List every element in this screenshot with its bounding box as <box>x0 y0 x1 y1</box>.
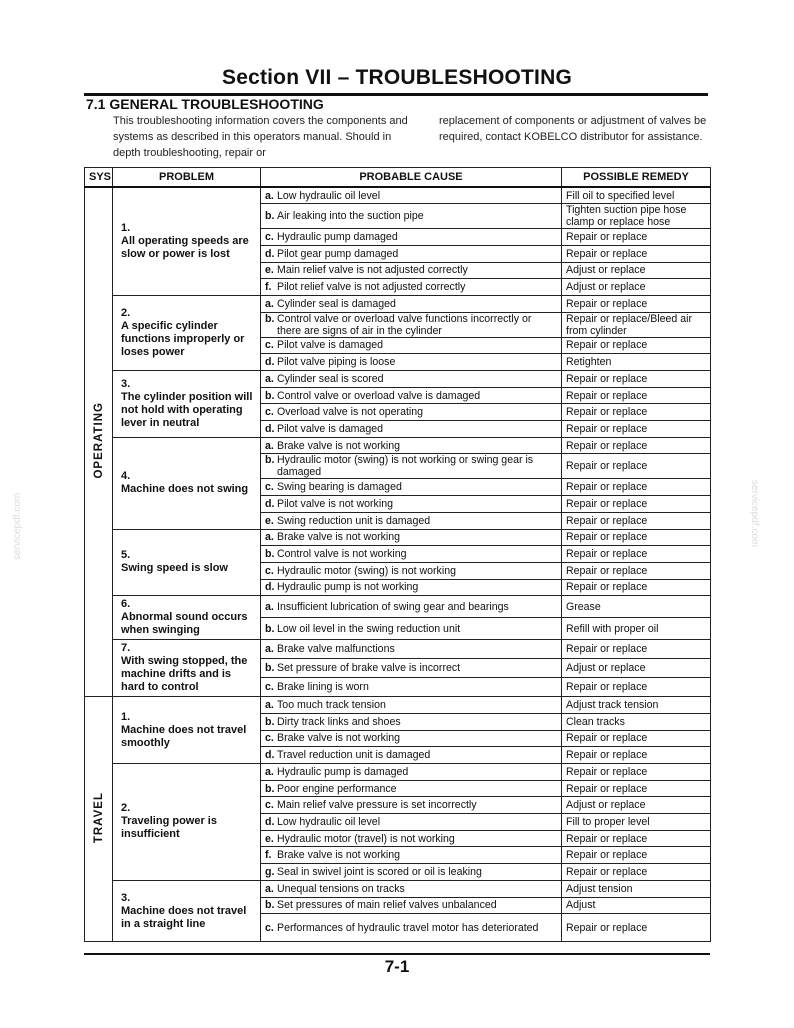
cause-text: Overload valve is not operating <box>277 406 424 419</box>
cause-letter: c. <box>265 681 274 694</box>
cause-letter: c. <box>265 481 274 494</box>
cause-cell <box>261 512 562 529</box>
remedy-cell: Fill oil to specified level <box>562 187 711 204</box>
problem-cell <box>113 295 261 370</box>
table-row <box>85 295 711 312</box>
system-cell <box>85 187 113 697</box>
remedy-cell: Repair or replace <box>562 562 711 579</box>
cause-letter: a. <box>265 189 274 202</box>
cause-letter: a. <box>265 600 274 613</box>
cause-cell <box>261 421 562 438</box>
cause-letter: b. <box>265 899 275 912</box>
remedy-cell: Repair or replace <box>562 579 711 596</box>
cause-text: Cylinder seal is damaged <box>277 297 396 310</box>
cause-letter: d. <box>265 581 275 594</box>
cause-text: Insufficient lubrication of swing gear and bearings <box>277 600 509 613</box>
table-header-row <box>85 168 711 188</box>
cause-text: Performances of hydraulic travel motor has deteriorated <box>277 921 539 934</box>
cause-cell <box>261 262 562 279</box>
cause-text: Travel reduction unit is damaged <box>277 749 431 762</box>
cause-text: Hydraulic motor (swing) is not working or swing gear is damaged <box>277 454 534 479</box>
remedy-cell: Repair or replace <box>562 295 711 312</box>
cause-letter: g. <box>265 865 275 878</box>
remedy-cell: Repair or replace <box>562 245 711 262</box>
remedy-cell: Repair or replace <box>562 830 711 847</box>
remedy-cell: Repair or replace <box>562 479 711 496</box>
remedy-cell: Repair or replace <box>562 678 711 697</box>
cause-letter: c. <box>265 231 274 244</box>
cause-cell <box>261 797 562 814</box>
cause-cell <box>261 596 562 618</box>
problem-cell <box>113 697 261 764</box>
cause-letter: d. <box>265 815 275 828</box>
system-label: TRAVEL <box>92 792 105 844</box>
cause-cell <box>261 496 562 513</box>
remedy-cell: Repair or replace/Bleed air from cylinder <box>562 312 711 337</box>
table-row <box>85 437 711 454</box>
problem-text: Machine does not travel in a straight line <box>121 904 247 930</box>
cause-text: Pilot valve is damaged <box>277 339 383 352</box>
intro-text-right: replacement of components or adjustment of valves be required, contact KOBELCO distributor for assistance. <box>439 115 707 143</box>
header-problem: PROBLEM <box>113 168 261 188</box>
cause-cell <box>261 529 562 546</box>
remedy-cell: Grease <box>562 596 711 618</box>
cause-cell <box>261 897 562 914</box>
problem-text: The cylinder position will not hold with operating lever in neutral <box>121 390 253 429</box>
cause-text: Cylinder seal is scored <box>277 372 384 385</box>
cause-text: Seal in swivel joint is scored or oil is leaking <box>277 865 482 878</box>
cause-cell <box>261 747 562 764</box>
cause-cell <box>261 678 562 697</box>
header-remedy: POSSIBLE REMEDY <box>562 168 711 188</box>
cause-text: Brake valve malfunctions <box>277 643 395 656</box>
cause-text: Pilot relief valve is not adjusted correctly <box>277 281 466 294</box>
cause-text: Pilot valve piping is loose <box>277 356 396 369</box>
remedy-cell: Repair or replace <box>562 864 711 881</box>
problem-text: Traveling power is insufficient <box>121 815 217 841</box>
table-row <box>85 880 711 897</box>
bottom-rule <box>84 953 710 955</box>
cause-cell <box>261 713 562 730</box>
cause-cell <box>261 730 562 747</box>
cause-cell <box>261 371 562 388</box>
cause-cell <box>261 847 562 864</box>
intro-text-left: This troubleshooting information covers the components and systems as described in this operators manual. Should in depth troubleshooting, repair or <box>113 115 408 159</box>
remedy-cell: Adjust tension <box>562 880 711 897</box>
cause-letter: a. <box>265 765 274 778</box>
cause-letter: e. <box>265 264 274 277</box>
cause-text: Low hydraulic oil level <box>277 189 381 202</box>
section-subheading: 7.1 GENERAL TROUBLESHOOTING <box>86 96 324 112</box>
problem-number: 2. <box>121 306 131 319</box>
cause-cell <box>261 312 562 337</box>
remedy-cell: Fill to proper level <box>562 814 711 831</box>
remedy-cell: Adjust or replace <box>562 262 711 279</box>
cause-cell <box>261 437 562 454</box>
cause-text: Too much track tension <box>277 699 386 712</box>
cause-cell <box>261 279 562 296</box>
cause-text: Set pressure of brake valve is incorrect <box>277 662 461 675</box>
cause-letter: b. <box>265 454 275 467</box>
cause-letter: a. <box>265 882 274 895</box>
remedy-cell: Repair or replace <box>562 640 711 659</box>
cause-letter: e. <box>265 514 274 527</box>
cause-text: Control valve or overload valve is damaged <box>277 389 481 402</box>
table-row <box>85 640 711 659</box>
remedy-cell: Repair or replace <box>562 914 711 942</box>
header-cause: PROBABLE CAUSE <box>261 168 562 188</box>
system-label: OPERATING <box>92 402 105 479</box>
cause-text: Main relief valve pressure is set incorrectly <box>277 799 477 812</box>
cause-cell <box>261 697 562 714</box>
cause-letter: b. <box>265 715 275 728</box>
cause-letter: b. <box>265 662 275 675</box>
remedy-cell: Repair or replace <box>562 421 711 438</box>
cause-letter: a. <box>265 297 274 310</box>
problem-text: A specific cylinder functions improperly or loses power <box>121 319 245 358</box>
cause-letter: c. <box>265 732 274 745</box>
remedy-cell: Clean tracks <box>562 713 711 730</box>
cause-letter: d. <box>265 356 275 369</box>
cause-text: Pilot valve is not working <box>277 497 393 510</box>
cause-letter: c. <box>265 799 274 812</box>
cause-letter: a. <box>265 643 274 656</box>
table-row <box>85 529 711 546</box>
remedy-cell: Repair or replace <box>562 387 711 404</box>
problem-number: 2. <box>121 802 131 815</box>
remedy-cell: Repair or replace <box>562 337 711 354</box>
cause-cell <box>261 914 562 942</box>
problem-cell <box>113 764 261 881</box>
cause-letter: f. <box>265 281 272 294</box>
remedy-cell: Repair or replace <box>562 529 711 546</box>
problem-number: 3. <box>121 891 131 904</box>
remedy-cell: Adjust or replace <box>562 279 711 296</box>
remedy-cell: Repair or replace <box>562 404 711 421</box>
cause-cell <box>261 659 562 678</box>
problem-cell <box>113 880 261 941</box>
cause-letter: b. <box>265 548 275 561</box>
cause-text: Set pressures of main relief valves unbalanced <box>277 899 497 912</box>
cause-cell <box>261 640 562 659</box>
remedy-cell: Tighten suction pipe hose clamp or replace hose <box>562 204 711 229</box>
table-row <box>85 697 711 714</box>
remedy-cell: Repair or replace <box>562 371 711 388</box>
cause-cell <box>261 814 562 831</box>
cause-cell <box>261 229 562 246</box>
cause-cell <box>261 187 562 204</box>
cause-text: Hydraulic pump damaged <box>277 231 398 244</box>
cause-letter: c. <box>265 339 274 352</box>
cause-text: Swing reduction unit is damaged <box>277 514 431 527</box>
cause-letter: d. <box>265 247 275 260</box>
cause-letter: d. <box>265 749 275 762</box>
cause-letter: c. <box>265 406 274 419</box>
cause-text: Hydraulic pump is damaged <box>277 765 409 778</box>
cause-text: Unequal tensions on tracks <box>277 882 405 895</box>
cause-letter: b. <box>265 622 275 635</box>
problem-cell <box>113 437 261 529</box>
cause-letter: d. <box>265 422 275 435</box>
remedy-cell: Adjust or replace <box>562 797 711 814</box>
remedy-cell: Repair or replace <box>562 512 711 529</box>
remedy-cell: Adjust or replace <box>562 659 711 678</box>
cause-letter: a. <box>265 699 274 712</box>
problem-text: All operating speeds are slow or power is lost <box>121 234 249 260</box>
cause-text: Control valve is not working <box>277 548 407 561</box>
cause-cell <box>261 245 562 262</box>
cause-cell <box>261 295 562 312</box>
cause-letter: a. <box>265 531 274 544</box>
cause-letter: e. <box>265 832 274 845</box>
cause-cell <box>261 354 562 371</box>
cause-text: Hydraulic pump is not working <box>277 581 419 594</box>
remedy-cell: Repair or replace <box>562 229 711 246</box>
remedy-cell: Repair or replace <box>562 454 711 479</box>
remedy-cell: Adjust <box>562 897 711 914</box>
cause-text: Brake valve is not working <box>277 439 401 452</box>
cause-cell <box>261 204 562 229</box>
cause-letter: c. <box>265 921 274 934</box>
cause-cell <box>261 618 562 640</box>
cause-cell <box>261 387 562 404</box>
system-cell <box>85 697 113 942</box>
problem-number: 1. <box>121 221 131 234</box>
cause-text: Brake lining is worn <box>277 681 369 694</box>
cause-text: Low oil level in the swing reduction unit <box>277 622 461 635</box>
cause-text: Control valve or overload valve functions incorrectly or there are signs of air in the cylinder <box>277 312 532 337</box>
problem-text: With swing stopped, the machine drifts and is hard to control <box>121 655 248 694</box>
problem-cell <box>113 371 261 438</box>
remedy-cell: Repair or replace <box>562 546 711 563</box>
cause-cell <box>261 880 562 897</box>
problem-number: 5. <box>121 549 131 562</box>
cause-text: Air leaking into the suction pipe <box>277 210 424 223</box>
page-number: 7-1 <box>384 957 410 976</box>
cause-letter: b. <box>265 782 275 795</box>
problem-number: 7. <box>121 642 131 655</box>
remedy-cell: Repair or replace <box>562 764 711 781</box>
cause-text: Brake valve is not working <box>277 531 401 544</box>
cause-letter: b. <box>265 210 275 223</box>
cause-text: Pilot gear pump damaged <box>277 247 399 260</box>
table-row <box>85 764 711 781</box>
troubleshooting-table <box>84 167 711 942</box>
problem-text: Abnormal sound occurs when swinging <box>121 611 248 637</box>
cause-cell <box>261 830 562 847</box>
remedy-cell: Retighten <box>562 354 711 371</box>
remedy-cell: Repair or replace <box>562 747 711 764</box>
page-title: Section VII – TROUBLESHOOTING <box>221 66 572 89</box>
cause-cell <box>261 864 562 881</box>
table-row <box>85 596 711 618</box>
problem-text: Machine does not swing <box>121 483 249 496</box>
cause-text: Pilot valve is damaged <box>277 422 383 435</box>
problem-number: 6. <box>121 598 131 611</box>
cause-text: Hydraulic motor (travel) is not working <box>277 832 455 845</box>
problem-cell <box>113 529 261 596</box>
cause-letter: f. <box>265 849 272 862</box>
cause-letter: a. <box>265 372 274 385</box>
cause-letter: c. <box>265 564 274 577</box>
remedy-cell: Repair or replace <box>562 847 711 864</box>
remedy-cell: Adjust track tension <box>562 697 711 714</box>
cause-text: Dirty track links and shoes <box>277 715 401 728</box>
cause-letter: a. <box>265 439 274 452</box>
cause-cell <box>261 780 562 797</box>
cause-cell <box>261 764 562 781</box>
problem-cell <box>113 187 261 295</box>
problem-number: 4. <box>121 470 131 483</box>
cause-text: Brake valve is not working <box>277 849 401 862</box>
table-body <box>85 187 711 942</box>
cause-letter: d. <box>265 497 275 510</box>
table-row <box>85 371 711 388</box>
cause-text: Main relief valve is not adjusted correctly <box>277 264 468 277</box>
problem-number: 3. <box>121 377 131 390</box>
problem-text: Swing speed is slow <box>121 562 228 575</box>
table-row <box>85 187 711 204</box>
cause-cell <box>261 579 562 596</box>
cause-text: Brake valve is not working <box>277 732 401 745</box>
cause-text: Low hydraulic oil level <box>277 815 381 828</box>
cause-text: Hydraulic motor (swing) is not working <box>277 564 456 577</box>
cause-cell <box>261 562 562 579</box>
cause-letter: b. <box>265 389 275 402</box>
problem-text: Machine does not travel smoothly <box>121 723 247 749</box>
cause-text: Swing bearing is damaged <box>277 481 402 494</box>
watermark-right: servicepdf.com <box>749 480 760 548</box>
header-sys: SYS <box>85 168 113 188</box>
problem-cell <box>113 640 261 697</box>
cause-cell <box>261 404 562 421</box>
cause-text: Poor engine performance <box>277 782 397 795</box>
problem-cell <box>113 596 261 640</box>
cause-cell <box>261 546 562 563</box>
cause-cell <box>261 479 562 496</box>
remedy-cell: Repair or replace <box>562 730 711 747</box>
watermark-left: servicepdf.com <box>12 492 23 560</box>
remedy-cell: Repair or replace <box>562 496 711 513</box>
remedy-cell: Repair or replace <box>562 780 711 797</box>
cause-cell <box>261 337 562 354</box>
cause-letter: b. <box>265 312 275 325</box>
remedy-cell: Repair or replace <box>562 437 711 454</box>
cause-cell <box>261 454 562 479</box>
remedy-cell: Refill with proper oil <box>562 618 711 640</box>
problem-number: 1. <box>121 710 131 723</box>
